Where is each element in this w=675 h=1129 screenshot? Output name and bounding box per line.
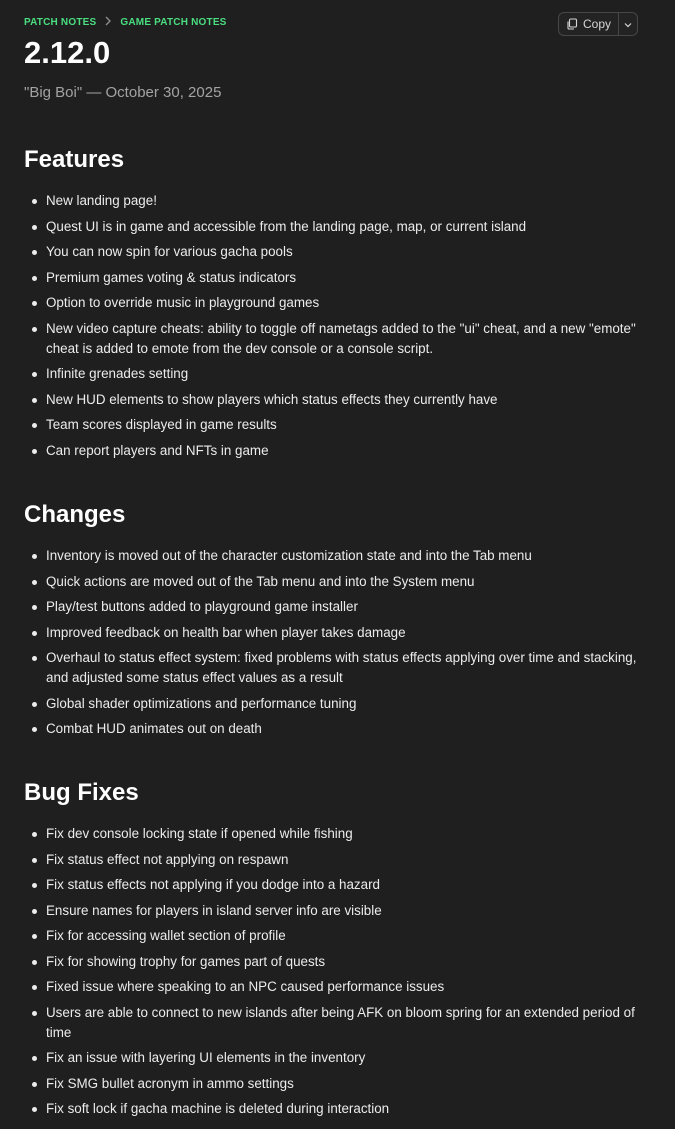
list-item: Fix an issue with layering UI elements in the inventory [0, 1048, 675, 1068]
list-item: Quest UI is in game and accessible from the landing page, map, or current island [0, 217, 675, 237]
copy-button-group [558, 12, 638, 36]
list-item: Global shader optimizations and performance tuning [0, 694, 675, 714]
copy-icon [566, 18, 578, 30]
section-heading-changes: Changes [24, 501, 126, 528]
breadcrumb-link-game-patch-notes[interactable]: GAME PATCH NOTES [120, 17, 227, 28]
list-item: Fixed issue where speaking to an NPC caused performance issues [0, 977, 675, 997]
list-item: Ensure names for players in island server info are visible [0, 901, 675, 921]
list-item: New HUD elements to show players which status effects they currently have [0, 390, 675, 410]
list-item: Fix dev console locking state if opened while fishing [0, 824, 675, 844]
list-item: Fix for accessing wallet section of profile [0, 926, 675, 946]
list-item: Combat HUD animates out on death [0, 719, 675, 739]
list-item: Option to override music in playground games [0, 293, 675, 313]
copy-button[interactable] [559, 13, 618, 35]
list-item: Can report players and NFTs in game [0, 441, 675, 461]
breadcrumb [24, 16, 227, 29]
page-title: 2.12.0 [24, 35, 111, 70]
features-list [0, 191, 675, 466]
list-item: Improved feedback on health bar when player takes damage [0, 623, 675, 643]
list-item: Inventory is moved out of the character customization state and into the Tab menu [0, 546, 675, 566]
breadcrumb-link-patch-notes[interactable]: PATCH NOTES [24, 17, 97, 28]
list-item: New video capture cheats: ability to toggle off nametags added to the "ui" cheat, and a new "emote" cheat is added to emote from the dev console or a console script. [0, 319, 675, 359]
list-item: Team scores displayed in game results [0, 415, 675, 435]
list-item: Fix for showing trophy for games part of quests [0, 952, 675, 972]
list-item: Overhaul to status effect system: fixed problems with status effects applying over time and stacking, and adjusted some status effect values as a result [0, 648, 675, 688]
chevron-right-icon [104, 16, 112, 29]
bug-fixes-list [0, 824, 675, 1125]
list-item: New landing page! [0, 191, 675, 211]
section-heading-features: Features [24, 146, 125, 173]
list-item: Play/test buttons added to playground game installer [0, 597, 675, 617]
section-heading-bug-fixes: Bug Fixes [24, 779, 139, 806]
release-subtitle: "Big Boi" — October 30, 2025 [24, 84, 222, 101]
changes-list [0, 546, 675, 745]
list-item: Fix soft lock if gacha machine is deleted during interaction [0, 1099, 675, 1119]
chevron-down-icon [624, 15, 632, 33]
copy-button-label: Copy [582, 17, 611, 31]
list-item: Infinite grenades setting [0, 364, 675, 384]
list-item: Quick actions are moved out of the Tab menu and into the System menu [0, 572, 675, 592]
list-item: Users are able to connect to new islands after being AFK on bloom spring for an extended period of time [0, 1003, 675, 1043]
list-item: Fix status effect not applying on respawn [0, 850, 675, 870]
list-item: You can now spin for various gacha pools [0, 242, 675, 262]
list-item: Fix status effects not applying if you dodge into a hazard [0, 875, 675, 895]
list-item: Fix SMG bullet acronym in ammo settings [0, 1074, 675, 1094]
copy-options-toggle[interactable] [618, 13, 637, 35]
list-item: Premium games voting & status indicators [0, 268, 675, 288]
